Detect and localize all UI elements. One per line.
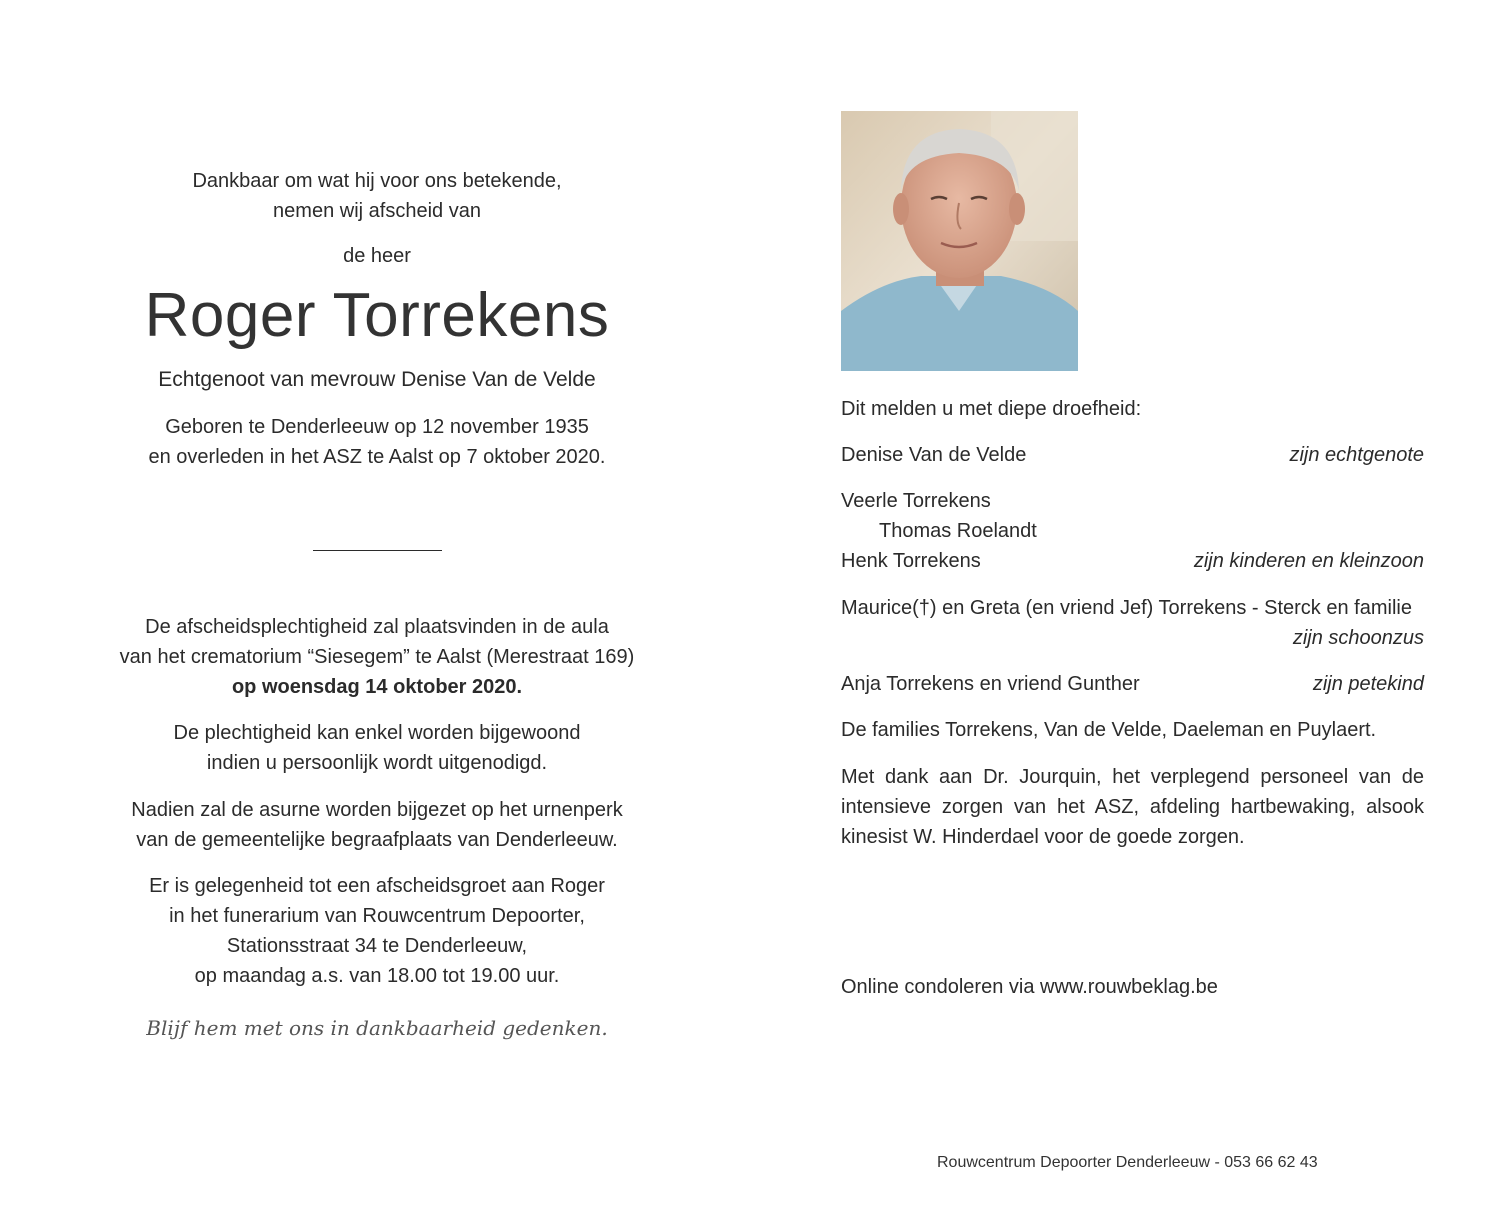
intro-text	[77, 166, 677, 226]
notice-line-2: indien u persoonlijk wordt uitgenodigd.	[206, 752, 548, 774]
urn-text	[77, 795, 677, 855]
godchild-relation: zijn petekind	[1312, 673, 1424, 695]
birth-line: Geboren te Denderleeuw op 12 november 1935	[165, 416, 589, 438]
family-godchild-row	[841, 669, 1424, 699]
family-spouse-row	[841, 440, 1424, 470]
ceremony-date: op woensdag 14 oktober 2020.	[231, 676, 523, 698]
urn-line-1: Nadien zal de asurne worden bijgezet op het urnenperk	[131, 799, 623, 821]
families-line: De families Torrekens, Van de Velde, Daeleman en Puylaert.	[841, 719, 1377, 741]
honorific: de heer	[343, 245, 411, 267]
closing-quote: Blijf hem met ons in dankbaarheid gedenken.	[146, 1016, 608, 1040]
child-name-2: Henk Torrekens	[841, 550, 981, 572]
announcement-heading: Dit melden u met diepe droefheid:	[841, 398, 1142, 420]
intro-line-1: Dankbaar om wat hij voor ons betekende,	[192, 170, 562, 192]
intro-line-2: nemen wij afscheid van	[273, 200, 481, 222]
portrait-photo	[841, 111, 1078, 371]
family-children-block	[841, 486, 1424, 576]
notice-line-1: De plechtigheid kan enkel worden bijgewoond	[173, 722, 581, 744]
urn-line-2: van de gemeentelijke begraafplaats van Denderleeuw.	[136, 829, 618, 851]
thanks-paragraph: Met dank aan Dr. Jourquin, het verplegend personeel van de intensieve zorgen van het ASZ, afdeling hartbewaking, alsook kinesist W. Hinderdael voor de goede zorgen.	[841, 766, 1424, 848]
children-relation: zijn kinderen en kleinzoon	[1193, 550, 1424, 572]
ceremony-text	[77, 612, 677, 702]
spouse-name: Denise Van de Velde	[841, 444, 1027, 466]
visit-line-3: Stationsstraat 34 te Denderleeuw,	[226, 935, 528, 957]
divider-line	[313, 550, 442, 551]
online-condolence-line: Online condoleren via www.rouwbeklag.be	[841, 976, 1218, 998]
grandchild-name: Thomas Roelandt	[879, 520, 1037, 542]
attendance-notice	[77, 718, 677, 778]
siblings-names: Maurice(†) en Greta (en vriend Jef) Torrekens - Sterck en familie	[841, 597, 1412, 619]
visit-line-4: op maandag a.s. van 18.00 tot 19.00 uur.	[194, 965, 560, 987]
death-line: en overleden in het ASZ te Aalst op 7 oktober 2020.	[148, 446, 606, 468]
footer-funeral-home: Rouwcentrum Depoorter Denderleeuw - 053 66 62 43	[937, 1154, 1318, 1171]
birth-death-text	[77, 412, 677, 472]
siblings-relation: zijn schoonzus	[1292, 627, 1424, 649]
child-name-1: Veerle Torrekens	[841, 490, 991, 512]
spouse-relation: zijn echtgenote	[1289, 444, 1424, 466]
godchild-name: Anja Torrekens en vriend Gunther	[841, 673, 1140, 695]
deceased-name: Roger Torrekens	[144, 281, 610, 350]
spouse-line: Echtgenoot van mevrouw Denise Van de Velde	[158, 368, 596, 391]
visitation-text	[77, 871, 677, 991]
visit-line-1: Er is gelegenheid tot een afscheidsgroet aan Roger	[149, 875, 605, 897]
visit-line-2: in het funerarium van Rouwcentrum Depoorter,	[169, 905, 585, 927]
ceremony-line-2: van het crematorium “Siesegem” te Aalst (Merestraat 169)	[119, 646, 635, 668]
ceremony-line-1: De afscheidsplechtigheid zal plaatsvinden in de aula	[145, 616, 609, 638]
family-siblings-block	[841, 593, 1424, 653]
